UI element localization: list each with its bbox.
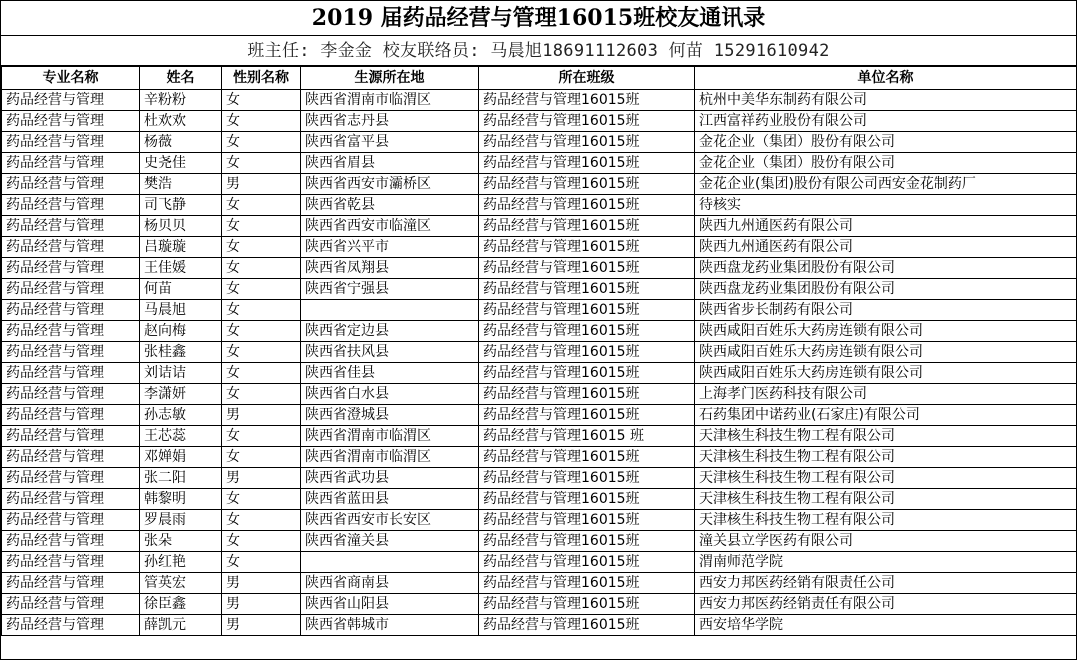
cell-gender: 女 bbox=[222, 237, 301, 258]
cell-employer: 陕西咸阳百姓乐大药房连锁有限公司 bbox=[695, 363, 1077, 384]
cell-employer: 西安力邦医药经销责任有限公司 bbox=[695, 594, 1077, 615]
cell-employer: 陕西盘龙药业集团股份有限公司 bbox=[695, 279, 1077, 300]
cell-major: 药品经营与管理 bbox=[2, 132, 140, 153]
table-row bbox=[2, 489, 1077, 510]
table-row bbox=[2, 510, 1077, 531]
cell-class: 药品经营与管理16015班 bbox=[479, 90, 695, 111]
table-row bbox=[2, 300, 1077, 321]
cell-major: 药品经营与管理 bbox=[2, 111, 140, 132]
cell-major: 药品经营与管理 bbox=[2, 531, 140, 552]
cell-major: 药品经营与管理 bbox=[2, 363, 140, 384]
cell-name: 辛粉粉 bbox=[140, 90, 222, 111]
cell-name: 王佳媛 bbox=[140, 258, 222, 279]
cell-class: 药品经营与管理16015班 bbox=[479, 258, 695, 279]
cell-employer: 西安力邦医药经销有限责任公司 bbox=[695, 573, 1077, 594]
cell-origin bbox=[301, 300, 479, 321]
cell-class: 药品经营与管理16015班 bbox=[479, 363, 695, 384]
cell-gender: 女 bbox=[222, 90, 301, 111]
cell-employer: 天津核生科技生物工程有限公司 bbox=[695, 510, 1077, 531]
cell-major: 药品经营与管理 bbox=[2, 321, 140, 342]
cell-origin: 陕西省蓝田县 bbox=[301, 489, 479, 510]
cell-employer: 江西富祥药业股份有限公司 bbox=[695, 111, 1077, 132]
cell-class: 药品经营与管理16015班 bbox=[479, 468, 695, 489]
cell-class: 药品经营与管理16015班 bbox=[479, 510, 695, 531]
cell-origin: 陕西省眉县 bbox=[301, 153, 479, 174]
cell-name: 何苗 bbox=[140, 279, 222, 300]
table-row bbox=[2, 279, 1077, 300]
cell-name: 王芯蕊 bbox=[140, 426, 222, 447]
table-row bbox=[2, 342, 1077, 363]
table-row bbox=[2, 384, 1077, 405]
cell-major: 药品经营与管理 bbox=[2, 195, 140, 216]
table-row bbox=[2, 594, 1077, 615]
cell-class: 药品经营与管理16015班 bbox=[479, 384, 695, 405]
cell-gender: 女 bbox=[222, 300, 301, 321]
table-row bbox=[2, 237, 1077, 258]
cell-origin: 陕西省商南县 bbox=[301, 573, 479, 594]
table-row bbox=[2, 216, 1077, 237]
cell-gender: 女 bbox=[222, 321, 301, 342]
cell-employer: 天津核生科技生物工程有限公司 bbox=[695, 426, 1077, 447]
alumni-table bbox=[1, 66, 1077, 636]
cell-gender: 女 bbox=[222, 342, 301, 363]
cell-gender: 男 bbox=[222, 594, 301, 615]
cell-name: 管英宏 bbox=[140, 573, 222, 594]
cell-class: 药品经营与管理16015班 bbox=[479, 342, 695, 363]
cell-major: 药品经营与管理 bbox=[2, 573, 140, 594]
cell-class: 药品经营与管理16015班 bbox=[479, 132, 695, 153]
cell-major: 药品经营与管理 bbox=[2, 300, 140, 321]
cell-major: 药品经营与管理 bbox=[2, 405, 140, 426]
cell-employer: 陕西盘龙药业集团股份有限公司 bbox=[695, 258, 1077, 279]
cell-name: 张二阳 bbox=[140, 468, 222, 489]
table-row bbox=[2, 132, 1077, 153]
table-row bbox=[2, 531, 1077, 552]
cell-name: 徐臣鑫 bbox=[140, 594, 222, 615]
cell-name: 刘诘诘 bbox=[140, 363, 222, 384]
cell-employer: 石药集团中诺药业(石家庄)有限公司 bbox=[695, 405, 1077, 426]
cell-origin: 陕西省渭南市临渭区 bbox=[301, 447, 479, 468]
table-row bbox=[2, 426, 1077, 447]
cell-origin: 陕西省宁强县 bbox=[301, 279, 479, 300]
cell-gender: 女 bbox=[222, 216, 301, 237]
cell-gender: 女 bbox=[222, 531, 301, 552]
cell-name: 张朵 bbox=[140, 531, 222, 552]
cell-gender: 女 bbox=[222, 258, 301, 279]
cell-major: 药品经营与管理 bbox=[2, 216, 140, 237]
cell-class: 药品经营与管理16015班 bbox=[479, 447, 695, 468]
cell-name: 杜欢欢 bbox=[140, 111, 222, 132]
contacts-subtitle: 班主任: 李金金 校友联络员: 马晨旭18691112603 何苗 15291610942 bbox=[1, 36, 1076, 66]
table-row bbox=[2, 174, 1077, 195]
table-body bbox=[2, 90, 1077, 636]
cell-gender: 男 bbox=[222, 468, 301, 489]
cell-name: 司飞静 bbox=[140, 195, 222, 216]
cell-origin: 陕西省乾县 bbox=[301, 195, 479, 216]
cell-major: 药品经营与管理 bbox=[2, 384, 140, 405]
cell-class: 药品经营与管理16015班 bbox=[479, 552, 695, 573]
cell-major: 药品经营与管理 bbox=[2, 615, 140, 636]
cell-major: 药品经营与管理 bbox=[2, 426, 140, 447]
cell-major: 药品经营与管理 bbox=[2, 174, 140, 195]
cell-gender: 男 bbox=[222, 615, 301, 636]
cell-employer: 陕西省步长制药有限公司 bbox=[695, 300, 1077, 321]
cell-name: 史尧佳 bbox=[140, 153, 222, 174]
cell-employer: 金花企业(集团)股份有限公司西安金花制药厂 bbox=[695, 174, 1077, 195]
cell-gender: 女 bbox=[222, 384, 301, 405]
cell-gender: 女 bbox=[222, 552, 301, 573]
cell-origin: 陕西省渭南市临渭区 bbox=[301, 426, 479, 447]
cell-origin: 陕西省富平县 bbox=[301, 132, 479, 153]
table-row bbox=[2, 363, 1077, 384]
cell-employer: 天津核生科技生物工程有限公司 bbox=[695, 468, 1077, 489]
cell-class: 药品经营与管理16015班 bbox=[479, 111, 695, 132]
table-header-row bbox=[2, 67, 1077, 90]
table-row bbox=[2, 573, 1077, 594]
header-gender: 性别名称 bbox=[222, 67, 301, 90]
cell-name: 赵向梅 bbox=[140, 321, 222, 342]
cell-employer: 西安培华学院 bbox=[695, 615, 1077, 636]
cell-origin bbox=[301, 552, 479, 573]
table-row bbox=[2, 195, 1077, 216]
cell-employer: 陕西九州通医药有限公司 bbox=[695, 216, 1077, 237]
cell-name: 张桂鑫 bbox=[140, 342, 222, 363]
cell-origin: 陕西省兴平市 bbox=[301, 237, 479, 258]
cell-major: 药品经营与管理 bbox=[2, 489, 140, 510]
cell-origin: 陕西省白水县 bbox=[301, 384, 479, 405]
table-row bbox=[2, 468, 1077, 489]
cell-employer: 陕西咸阳百姓乐大药房连锁有限公司 bbox=[695, 321, 1077, 342]
cell-name: 薛凯元 bbox=[140, 615, 222, 636]
cell-class: 药品经营与管理16015班 bbox=[479, 405, 695, 426]
cell-class: 药品经营与管理16015班 bbox=[479, 615, 695, 636]
cell-origin: 陕西省凤翔县 bbox=[301, 258, 479, 279]
cell-major: 药品经营与管理 bbox=[2, 447, 140, 468]
cell-major: 药品经营与管理 bbox=[2, 510, 140, 531]
cell-gender: 女 bbox=[222, 111, 301, 132]
cell-gender: 女 bbox=[222, 489, 301, 510]
table-row bbox=[2, 615, 1077, 636]
cell-gender: 女 bbox=[222, 195, 301, 216]
cell-class: 药品经营与管理16015 班 bbox=[479, 426, 695, 447]
cell-gender: 女 bbox=[222, 426, 301, 447]
cell-class: 药品经营与管理16015班 bbox=[479, 195, 695, 216]
cell-origin: 陕西省山阳县 bbox=[301, 594, 479, 615]
cell-origin: 陕西省武功县 bbox=[301, 468, 479, 489]
cell-class: 药品经营与管理16015班 bbox=[479, 531, 695, 552]
cell-class: 药品经营与管理16015班 bbox=[479, 237, 695, 258]
cell-major: 药品经营与管理 bbox=[2, 594, 140, 615]
cell-name: 马晨旭 bbox=[140, 300, 222, 321]
cell-major: 药品经营与管理 bbox=[2, 90, 140, 111]
cell-employer: 潼关县立学医药有限公司 bbox=[695, 531, 1077, 552]
cell-origin: 陕西省潼关县 bbox=[301, 531, 479, 552]
cell-gender: 女 bbox=[222, 132, 301, 153]
cell-name: 杨薇 bbox=[140, 132, 222, 153]
cell-class: 药品经营与管理16015班 bbox=[479, 153, 695, 174]
cell-major: 药品经营与管理 bbox=[2, 153, 140, 174]
cell-employer: 上海孝门医药科技有限公司 bbox=[695, 384, 1077, 405]
table-row bbox=[2, 90, 1077, 111]
cell-major: 药品经营与管理 bbox=[2, 279, 140, 300]
cell-name: 樊浩 bbox=[140, 174, 222, 195]
cell-employer: 陕西咸阳百姓乐大药房连锁有限公司 bbox=[695, 342, 1077, 363]
cell-employer: 陕西九州通医药有限公司 bbox=[695, 237, 1077, 258]
cell-class: 药品经营与管理16015班 bbox=[479, 573, 695, 594]
cell-name: 罗晨雨 bbox=[140, 510, 222, 531]
cell-gender: 女 bbox=[222, 153, 301, 174]
cell-employer: 天津核生科技生物工程有限公司 bbox=[695, 489, 1077, 510]
cell-employer: 待核实 bbox=[695, 195, 1077, 216]
cell-major: 药品经营与管理 bbox=[2, 552, 140, 573]
cell-employer: 渭南师范学院 bbox=[695, 552, 1077, 573]
cell-origin: 陕西省西安市灞桥区 bbox=[301, 174, 479, 195]
cell-gender: 女 bbox=[222, 279, 301, 300]
header-major: 专业名称 bbox=[2, 67, 140, 90]
cell-origin: 陕西省志丹县 bbox=[301, 111, 479, 132]
cell-major: 药品经营与管理 bbox=[2, 237, 140, 258]
cell-major: 药品经营与管理 bbox=[2, 342, 140, 363]
table-row bbox=[2, 153, 1077, 174]
cell-employer: 杭州中美华东制药有限公司 bbox=[695, 90, 1077, 111]
header-class: 所在班级 bbox=[479, 67, 695, 90]
table-row bbox=[2, 258, 1077, 279]
cell-class: 药品经营与管理16015班 bbox=[479, 216, 695, 237]
cell-origin: 陕西省西安市长安区 bbox=[301, 510, 479, 531]
cell-name: 邓婵娟 bbox=[140, 447, 222, 468]
page-title: 2019 届药品经营与管理16015班校友通讯录 bbox=[1, 1, 1076, 36]
cell-origin: 陕西省扶风县 bbox=[301, 342, 479, 363]
table-row bbox=[2, 405, 1077, 426]
cell-employer: 天津核生科技生物工程有限公司 bbox=[695, 447, 1077, 468]
cell-origin: 陕西省佳县 bbox=[301, 363, 479, 384]
cell-origin: 陕西省定边县 bbox=[301, 321, 479, 342]
cell-gender: 女 bbox=[222, 447, 301, 468]
cell-major: 药品经营与管理 bbox=[2, 468, 140, 489]
cell-class: 药品经营与管理16015班 bbox=[479, 279, 695, 300]
cell-employer: 金花企业（集团）股份有限公司 bbox=[695, 153, 1077, 174]
cell-name: 孙红艳 bbox=[140, 552, 222, 573]
table-row bbox=[2, 552, 1077, 573]
cell-major: 药品经营与管理 bbox=[2, 258, 140, 279]
cell-name: 韩黎明 bbox=[140, 489, 222, 510]
cell-name: 孙志敏 bbox=[140, 405, 222, 426]
cell-gender: 女 bbox=[222, 510, 301, 531]
cell-class: 药品经营与管理16015班 bbox=[479, 489, 695, 510]
cell-origin: 陕西省渭南市临渭区 bbox=[301, 90, 479, 111]
cell-origin: 陕西省韩城市 bbox=[301, 615, 479, 636]
cell-origin: 陕西省西安市临潼区 bbox=[301, 216, 479, 237]
cell-gender: 男 bbox=[222, 405, 301, 426]
cell-gender: 女 bbox=[222, 363, 301, 384]
cell-class: 药品经营与管理16015班 bbox=[479, 321, 695, 342]
table-row bbox=[2, 111, 1077, 132]
header-origin: 生源所在地 bbox=[301, 67, 479, 90]
cell-class: 药品经营与管理16015班 bbox=[479, 174, 695, 195]
cell-origin: 陕西省澄城县 bbox=[301, 405, 479, 426]
cell-class: 药品经营与管理16015班 bbox=[479, 594, 695, 615]
cell-gender: 男 bbox=[222, 573, 301, 594]
cell-name: 吕璇璇 bbox=[140, 237, 222, 258]
header-name: 姓名 bbox=[140, 67, 222, 90]
cell-name: 杨贝贝 bbox=[140, 216, 222, 237]
cell-gender: 男 bbox=[222, 174, 301, 195]
cell-employer: 金花企业（集团）股份有限公司 bbox=[695, 132, 1077, 153]
cell-name: 李潇妍 bbox=[140, 384, 222, 405]
header-employer: 单位名称 bbox=[695, 67, 1077, 90]
table-row bbox=[2, 447, 1077, 468]
table-row bbox=[2, 321, 1077, 342]
cell-class: 药品经营与管理16015班 bbox=[479, 300, 695, 321]
